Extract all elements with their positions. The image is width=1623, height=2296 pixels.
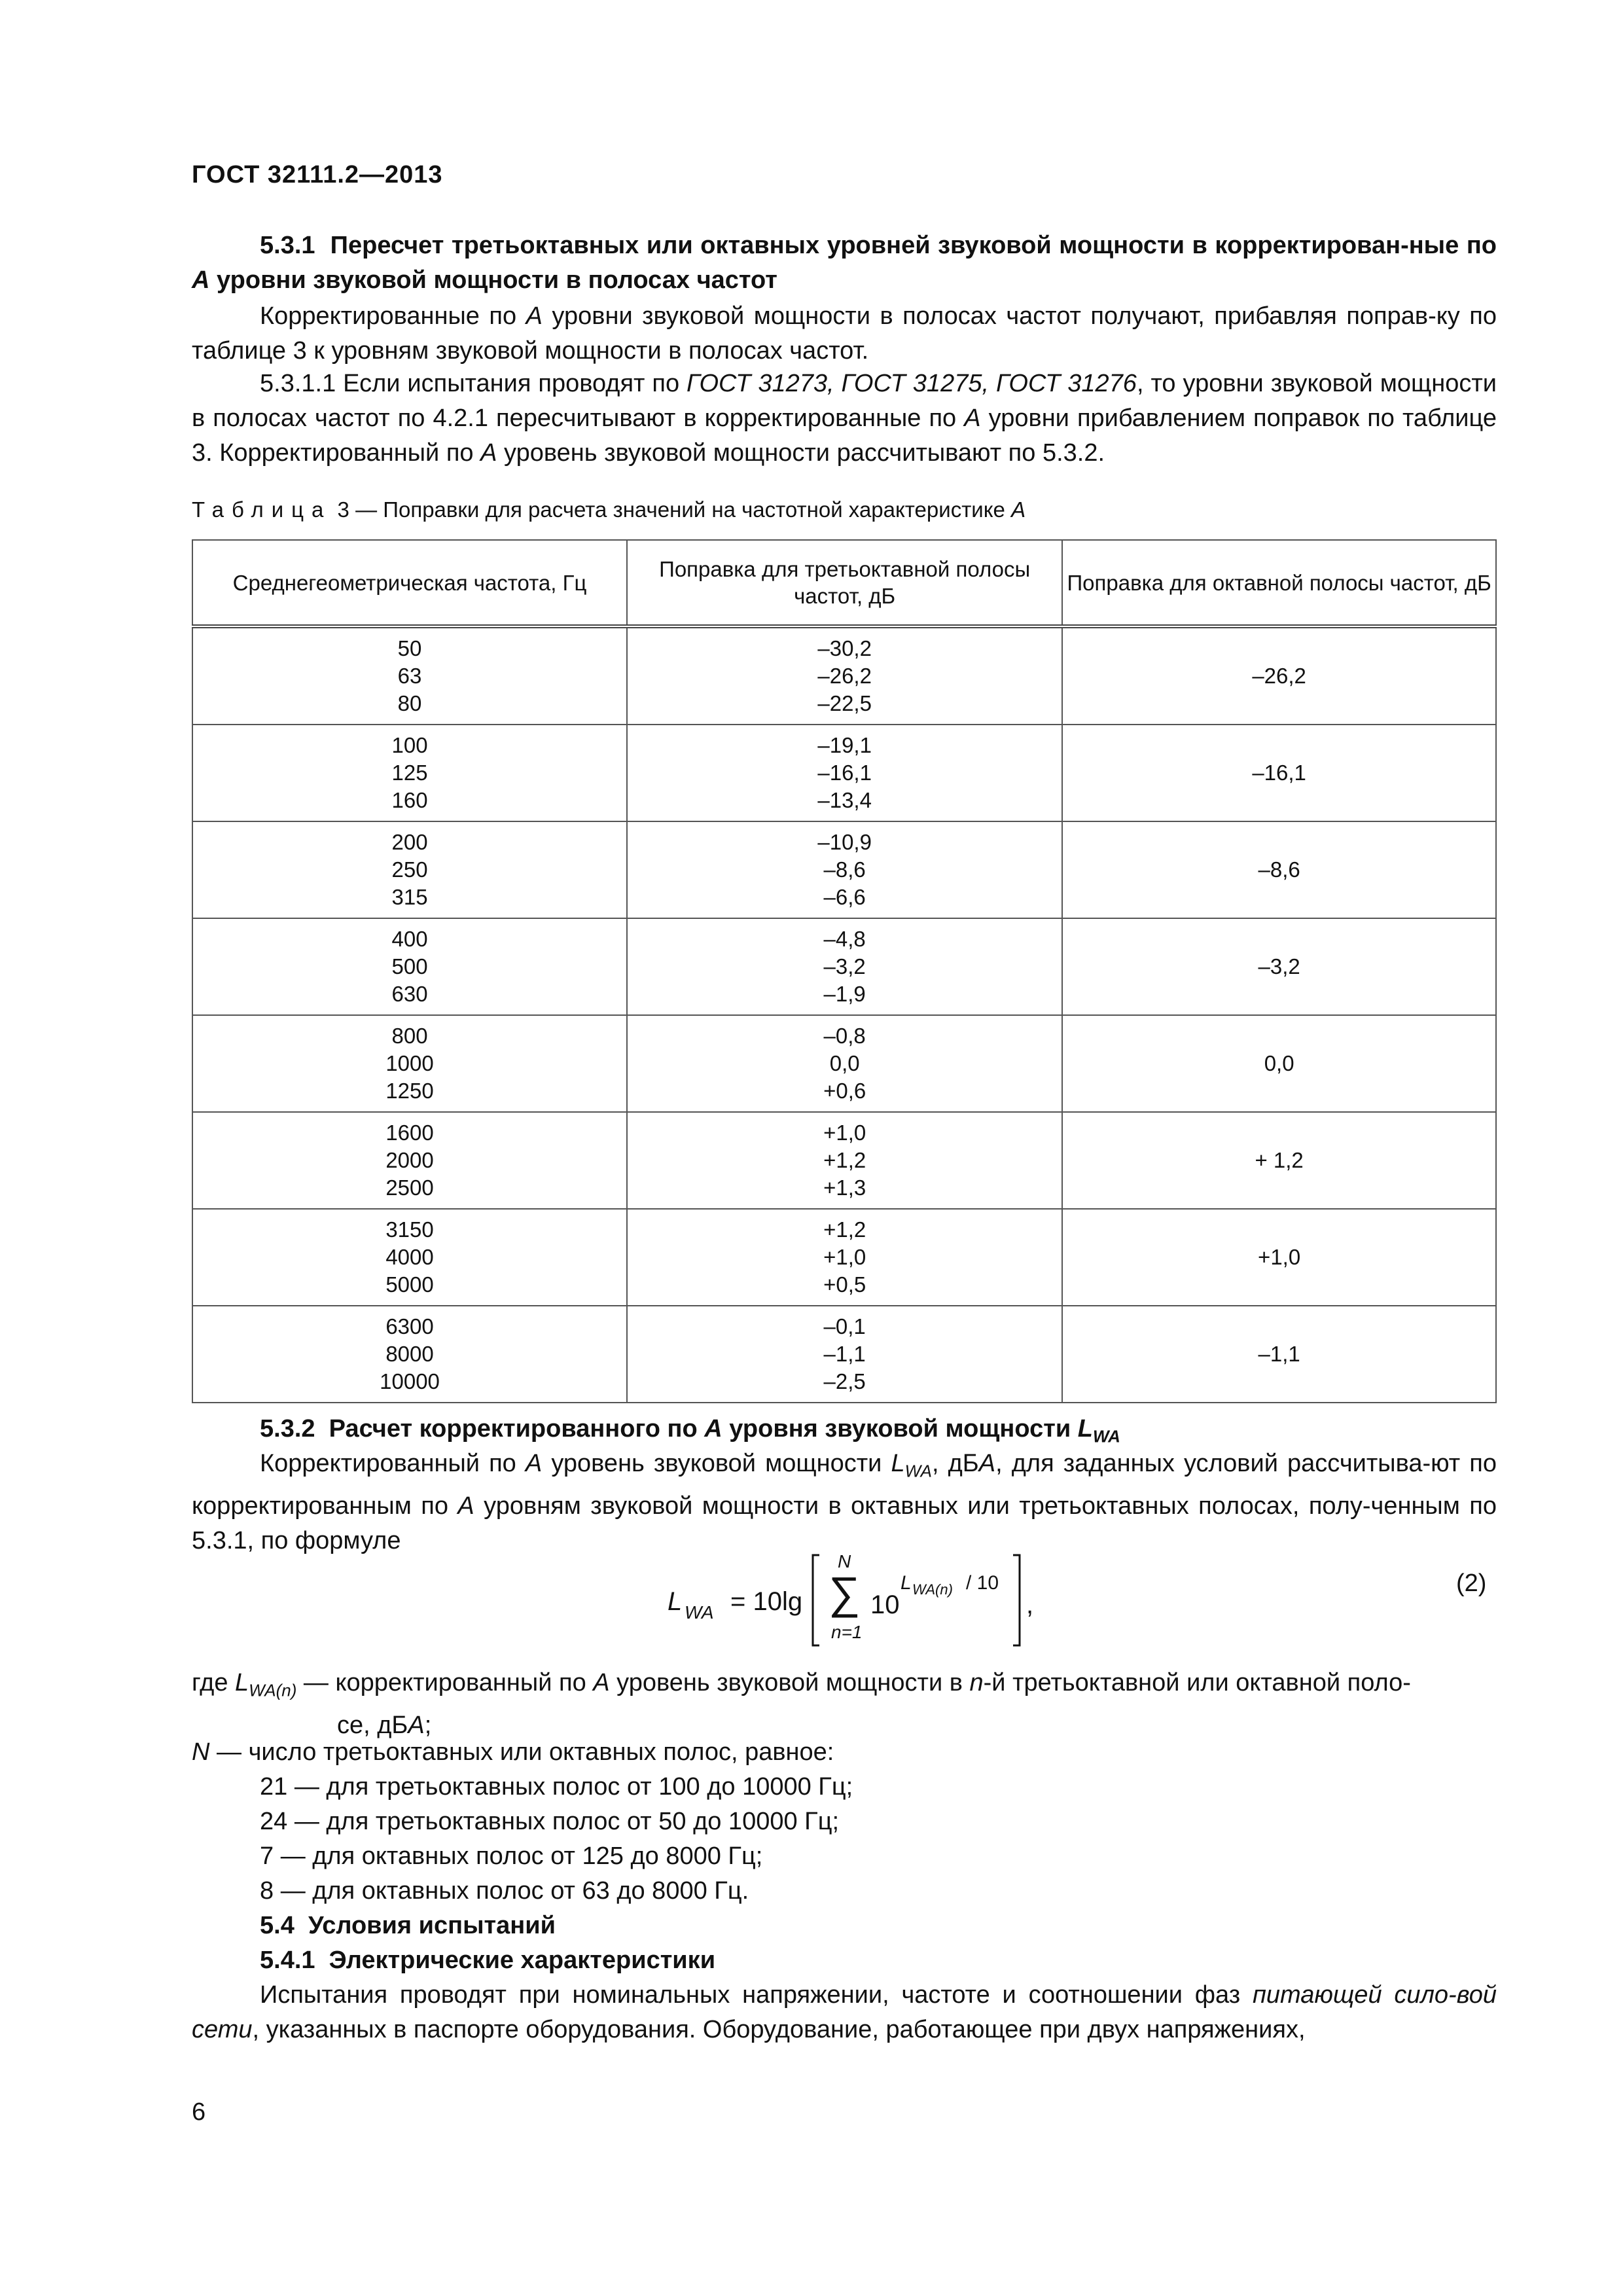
table-row	[192, 626, 1496, 725]
list-item: 8 — для октавных полос от 63 до 8000 Гц.	[260, 1877, 749, 1905]
formula-equals: = 10lg	[730, 1587, 803, 1616]
third-octave-correction: –16,1	[817, 761, 872, 785]
formula-sum-bottom: n=1	[831, 1622, 863, 1642]
octave-correction: –8,6	[1062, 821, 1496, 918]
octave-correction: –26,2	[1062, 626, 1496, 725]
table-row	[192, 821, 1496, 918]
formula-exponent-div: / 10	[966, 1572, 999, 1594]
table-header-octave: Поправка для октавной полосы частот, дБ	[1062, 540, 1496, 626]
third-octave-correction: –22,5	[817, 691, 872, 715]
table-header-third-octave: Поправка для третьоктавной полосы частот, дБ	[627, 540, 1062, 626]
list-item: 21 — для третьоктавных полос от 100 до 10000 Гц;	[260, 1773, 853, 1801]
frequency-value: 500	[391, 954, 428, 978]
third-octave-correction: 0,0	[829, 1051, 860, 1075]
third-octave-correction: +0,6	[823, 1079, 866, 1103]
third-octave-correction: –13,4	[817, 788, 872, 812]
third-octave-correction: +0,5	[823, 1272, 866, 1297]
n-values-list	[260, 1770, 853, 1909]
third-octave-correction: –8,6	[823, 857, 866, 882]
third-octave-correction: –1,9	[823, 982, 866, 1006]
section-5-3-2-title: 5.3.2 Расчет корректированного по А уровня звуковой мощности $L_{WA}$	[260, 1415, 1120, 1446]
octave-correction: + 1,2	[1062, 1112, 1496, 1209]
octave-correction: –3,2	[1062, 918, 1496, 1015]
table-header-frequency: Среднегеометрическая частота, Гц	[192, 540, 627, 626]
section-5-3-1-title: 5.3.1 Пересчет третьоктавных или октавных уровней звуковой мощности в корректирован-ные по А уровни звуковой мощности в полосах частот	[192, 232, 1497, 294]
frequency-value: 63	[397, 664, 422, 688]
table-row	[192, 1015, 1496, 1112]
formula-exponent: L	[901, 1572, 912, 1594]
section-5-4-title: 5.4 Условия испытаний	[260, 1912, 556, 1939]
third-octave-correction: +1,3	[823, 1175, 866, 1200]
frequency-value: 4000	[385, 1245, 434, 1269]
frequency-value: 8000	[385, 1342, 434, 1366]
octave-correction: –16,1	[1062, 725, 1496, 821]
page-number: 6	[192, 2098, 206, 2126]
third-octave-correction: –10,9	[817, 830, 872, 854]
third-octave-correction: +1,2	[823, 1217, 866, 1242]
table-row	[192, 1112, 1496, 1209]
table-caption: Таблица 3 — Поправки для расчета значений на частотной характеристике А	[192, 497, 1026, 522]
third-octave-correction: –30,2	[817, 636, 872, 660]
list-item: 7 — для октавных полос от 125 до 8000 Гц;	[260, 1842, 763, 1870]
frequency-value: 630	[391, 982, 428, 1006]
formula-lhs-sub: WA	[685, 1602, 714, 1623]
third-octave-correction: –3,2	[823, 954, 866, 978]
frequency-value: 3150	[385, 1217, 434, 1242]
third-octave-correction: –0,8	[823, 1024, 866, 1048]
third-octave-correction: –19,1	[817, 733, 872, 757]
paragraph-5-4-1: Испытания проводят при номинальных напряжении, частоте и соотношении фаз питающей сило-вой сети, указанных в паспорте оборудования. Оборудование, работающее при двух напряжениях,	[192, 1981, 1497, 2043]
third-octave-correction: –0,1	[823, 1314, 866, 1338]
frequency-value: 315	[391, 885, 428, 909]
frequency-value: 5000	[385, 1272, 434, 1297]
frequency-value: 2000	[385, 1148, 434, 1172]
section-5-4-1-title: 5.4.1 Электрические характеристики	[260, 1946, 716, 1974]
third-octave-correction: +1,2	[823, 1148, 866, 1172]
where-definition: где $L_{WA(n)}$ — корректированный по А уровень звуковой мощности в n-й третьоктавной или октавной поло- се, дБА;	[192, 1669, 1411, 1739]
frequency-value: 1000	[385, 1051, 434, 1075]
formula-sum-top: N	[838, 1551, 851, 1571]
formula-2	[668, 1551, 1487, 1649]
formula-number: (2)	[1456, 1570, 1487, 1597]
n-definition: N — число третьоктавных или октавных полос, равное:	[192, 1738, 834, 1766]
paragraph-5-3-1: Корректированные по А уровни звуковой мощности в полосах частот получают, прибавляя поправ-ку по таблице 3 к уровням звуковой мощности в полосах частот.	[192, 302, 1497, 365]
formula-lhs: L	[668, 1587, 683, 1616]
octave-correction: –1,1	[1062, 1306, 1496, 1403]
frequency-value: 125	[391, 761, 428, 785]
table-row	[192, 725, 1496, 821]
third-octave-correction: –4,8	[823, 927, 866, 951]
frequency-value: 400	[391, 927, 428, 951]
paragraph-5-3-1-1: 5.3.1.1 Если испытания проводят по ГОСТ 31273, ГОСТ 31275, ГОСТ 31276, то уровни звуковой мощности в полосах частот по 4.2.1 пересчитывают в корректированные по А уровни прибавлением поправок по таблице 3. Корректированный по А уровень звуковой мощности рассчитывают по 5.3.2.	[192, 370, 1497, 467]
frequency-value: 10000	[380, 1369, 440, 1393]
sum-symbol: ∑	[829, 1568, 861, 1618]
third-octave-correction: –1,1	[823, 1342, 866, 1366]
document-header: ГОСТ 32111.2—2013	[192, 161, 443, 188]
third-octave-correction: –6,6	[823, 885, 866, 909]
frequency-value: 200	[391, 830, 428, 854]
formula-base: 10	[870, 1590, 900, 1619]
list-item: 24 — для третьоктавных полос от 50 до 10000 Гц;	[260, 1808, 840, 1835]
frequency-value: 1250	[385, 1079, 434, 1103]
frequency-value: 50	[397, 636, 422, 660]
frequency-value: 100	[391, 733, 428, 757]
octave-correction: +1,0	[1062, 1209, 1496, 1306]
frequency-value: 800	[391, 1024, 428, 1048]
formula-comma: ,	[1026, 1590, 1034, 1619]
paragraph-5-3-2: Корректированный по А уровень звуковой мощности $L_{WA}$, дБА, для заданных условий рассчитыва-ют по корректированным по А уровням звуковой мощности в октавных или третьоктавных полосах, полу-ченным по 5.3.1, по формуле	[192, 1450, 1497, 1554]
third-octave-correction: +1,0	[823, 1245, 866, 1269]
table-row	[192, 1306, 1496, 1403]
third-octave-correction: –26,2	[817, 664, 872, 688]
frequency-value: 160	[391, 788, 428, 812]
frequency-value: 1600	[385, 1121, 434, 1145]
frequency-value: 80	[397, 691, 422, 715]
third-octave-correction: +1,0	[823, 1121, 866, 1145]
frequency-value: 250	[391, 857, 428, 882]
corrections-table	[192, 539, 1497, 1403]
table-row	[192, 918, 1496, 1015]
table-row	[192, 1209, 1496, 1306]
formula-exponent-sub: WA(n)	[912, 1581, 953, 1598]
frequency-value: 2500	[385, 1175, 434, 1200]
frequency-value: 6300	[385, 1314, 434, 1338]
octave-correction: 0,0	[1062, 1015, 1496, 1112]
third-octave-correction: –2,5	[823, 1369, 866, 1393]
